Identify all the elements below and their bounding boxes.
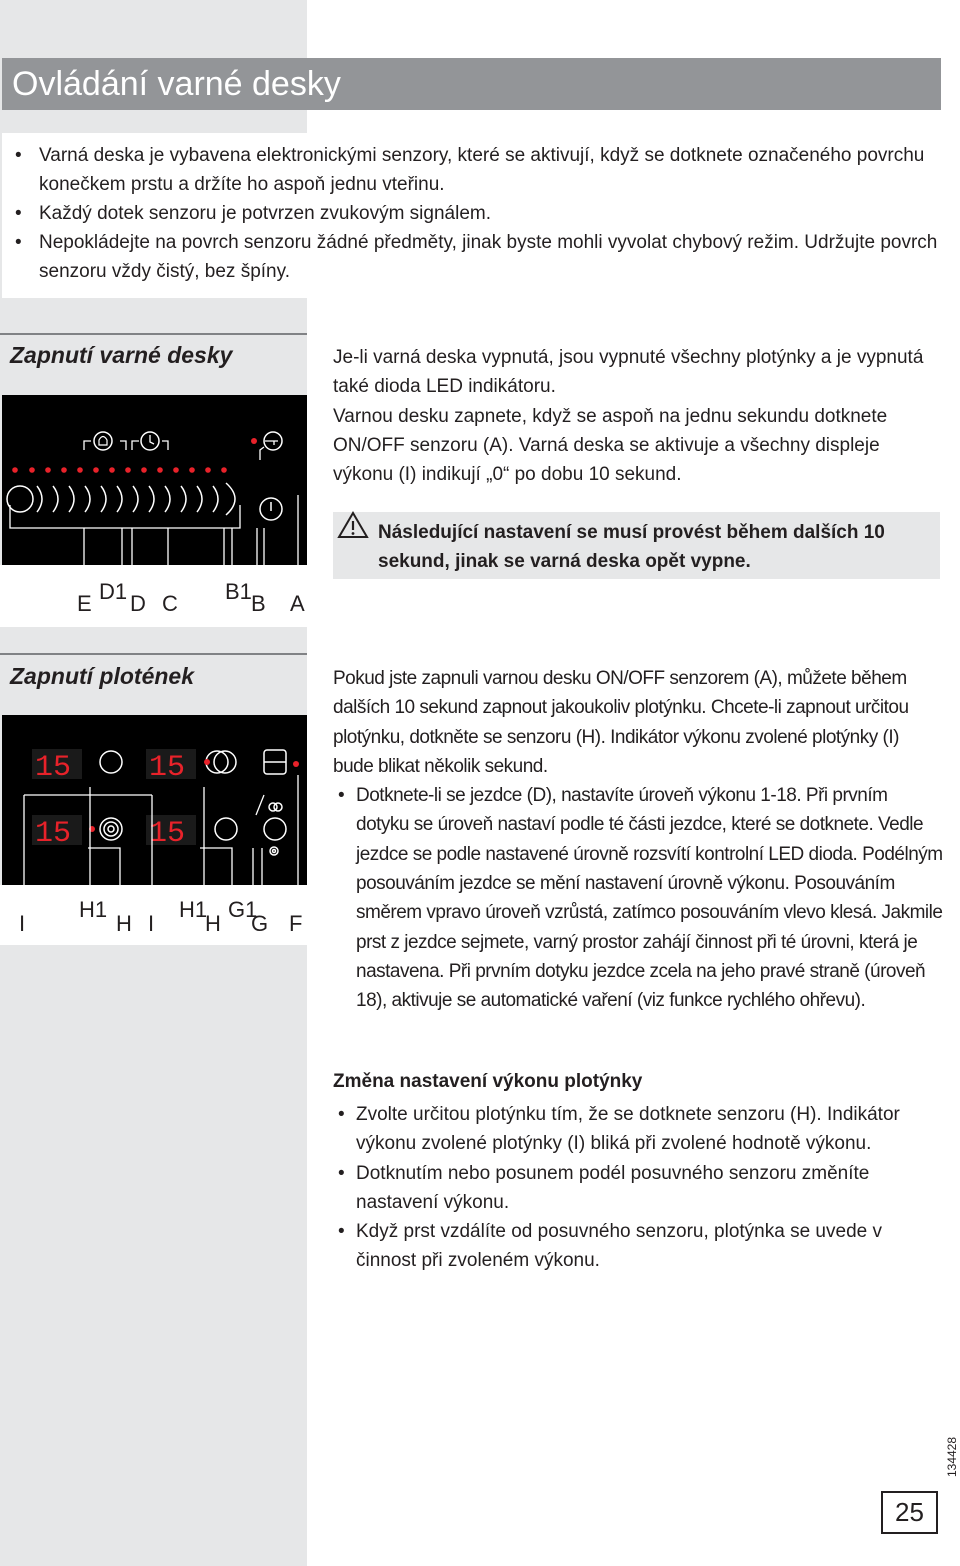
bell-icon	[94, 432, 112, 450]
diagram-1-labels	[0, 565, 307, 627]
paragraph: Je-li varná deska vypnutá, jsou vypnuté všechny plotýnky a je vypnutá také dioda LED indikátoru.	[333, 347, 924, 398]
document-number: 134428	[945, 1436, 959, 1478]
power-display-2	[32, 815, 82, 851]
control-panel-diagram-2	[2, 715, 307, 885]
list-item: • Nepokládejte na povrch senzoru žádné předměty, jinak byste mohli vyvolat chybový režim. Udržujte povrch senzoru vždy čistý, bez špíny.	[10, 228, 940, 286]
control-panel-drawing	[2, 395, 307, 565]
warning-box	[333, 512, 940, 579]
label-b: B	[251, 591, 266, 616]
label-h: H	[116, 911, 132, 936]
paragraph: Varnou desku zapnete, když se aspoň na jednu sekundu dotknete ON/OFF senzoru (A). Varná deska se aktivuje a všechny displeje výkonu (I) indikují „0“ po dobu 10 sekund.	[333, 405, 888, 486]
slider-sensor	[7, 483, 235, 515]
diagram-2-labels	[0, 885, 307, 945]
display-digits: 15	[35, 817, 72, 851]
list-item: • Varná deska je vybavena elektronickými senzory, které se aktivují, když se dotknete označeného povrchu konečkem prstu a držíte ho aspoň jednu vteřinu.	[10, 141, 940, 199]
label-b1: B1	[225, 579, 252, 604]
intro-box	[2, 133, 940, 298]
display-digits: 15	[35, 751, 72, 785]
timer-icon	[141, 432, 159, 450]
section-divider	[0, 333, 307, 335]
label-h: H	[205, 911, 221, 936]
section1-text	[333, 343, 943, 489]
display-digits: 15	[149, 751, 186, 785]
warning-text: Následující nastavení se musí provést během dalších 10 sekund, jinak se varná deska opět vypne.	[378, 522, 885, 572]
power-icon	[260, 498, 282, 520]
list-item: • Když prst vzdálíte od posuvného senzoru, plotýnka se uvede v činnost při zvoleném výkonu.	[333, 1217, 943, 1276]
control-panel-diagram-1	[2, 395, 307, 565]
label-d1: D1	[99, 579, 128, 604]
page-title: Ovládání varné desky	[12, 65, 341, 103]
title-bar	[2, 58, 941, 110]
label-h1: H1	[79, 897, 108, 922]
label-i: I	[19, 911, 26, 936]
power-display-4	[146, 815, 196, 851]
label-i: I	[148, 911, 155, 936]
list-item: • Každý dotek senzoru je potvrzen zvukovým signálem.	[10, 199, 940, 228]
label-e: E	[77, 591, 92, 616]
paragraph: Pokud jste zapnuli varnou desku ON/OFF senzorem (A), můžete během dalších 10 sekund zapnout jakoukoliv plotýnku. Chcete-li zapnout určitou plotýnku, dotkněte se senzoru (H). Indikátor výkonu zvolené plotýnky (I) bude blikat několik sekund.	[333, 668, 909, 777]
list-item: • Dotknutím nebo posunem podél posuvného senzoru změníte nastavení výkonu.	[333, 1159, 943, 1218]
page-number: 25	[881, 1491, 938, 1534]
display-digits: 15	[149, 817, 186, 851]
intro-list	[10, 141, 940, 286]
section2-text	[333, 664, 943, 1016]
slider-led-row	[12, 467, 227, 473]
warning-icon	[337, 510, 369, 540]
section2-list	[333, 781, 943, 1015]
section3-list	[333, 1100, 943, 1276]
label-c: C	[162, 591, 178, 616]
section-heading-burners-on: Zapnutí plotének	[10, 663, 194, 689]
label-g1: G1	[228, 897, 258, 922]
burner-panel-drawing	[2, 715, 307, 885]
power-display-3	[146, 749, 196, 785]
subsection-heading: Změna nastavení výkonu plotýnky	[333, 1071, 643, 1092]
key-lock-icon	[264, 432, 282, 450]
list-item: • Zvolte určitou plotýnku tím, že se dotknete senzoru (H). Indikátor výkonu zvolené plotýnky (I) bliká při zvolené hodnotě výkonu.	[333, 1100, 943, 1159]
section-heading-power-on: Zapnutí varné desky	[10, 342, 233, 368]
label-g: G	[251, 911, 269, 936]
section-divider	[0, 653, 307, 655]
power-display-1	[32, 749, 82, 785]
label-h1: H1	[179, 897, 208, 922]
list-item: • Dotknete-li se jezdce (D), nastavíte úroveň výkonu 1-18. Při prvním dotyku se úroveň nastaví podle té části jezdce, které se dotknete. Vedle jezdce se podle nastavené úrovně rozsvítí kontrolní LED dioda. Podélným posouváním jezdce se mění nastavení úrovně výkonu. Posouváním směrem vpravo úroveň vzrůstá, zatímco posouváním vlevo klesá. Jakmile prst z jezdce sejmete, varný prostor zahájí činnost při té úrovni, která je nastavena. Při prvním dotyku jezdce zcela na jeho pravé straně (úroveň 18), aktivuje se automatické vaření (viz funkce rychlého ohřevu).	[333, 781, 943, 1015]
label-a: A	[290, 591, 305, 616]
label-d: D	[130, 591, 146, 616]
label-f: F	[289, 911, 303, 936]
